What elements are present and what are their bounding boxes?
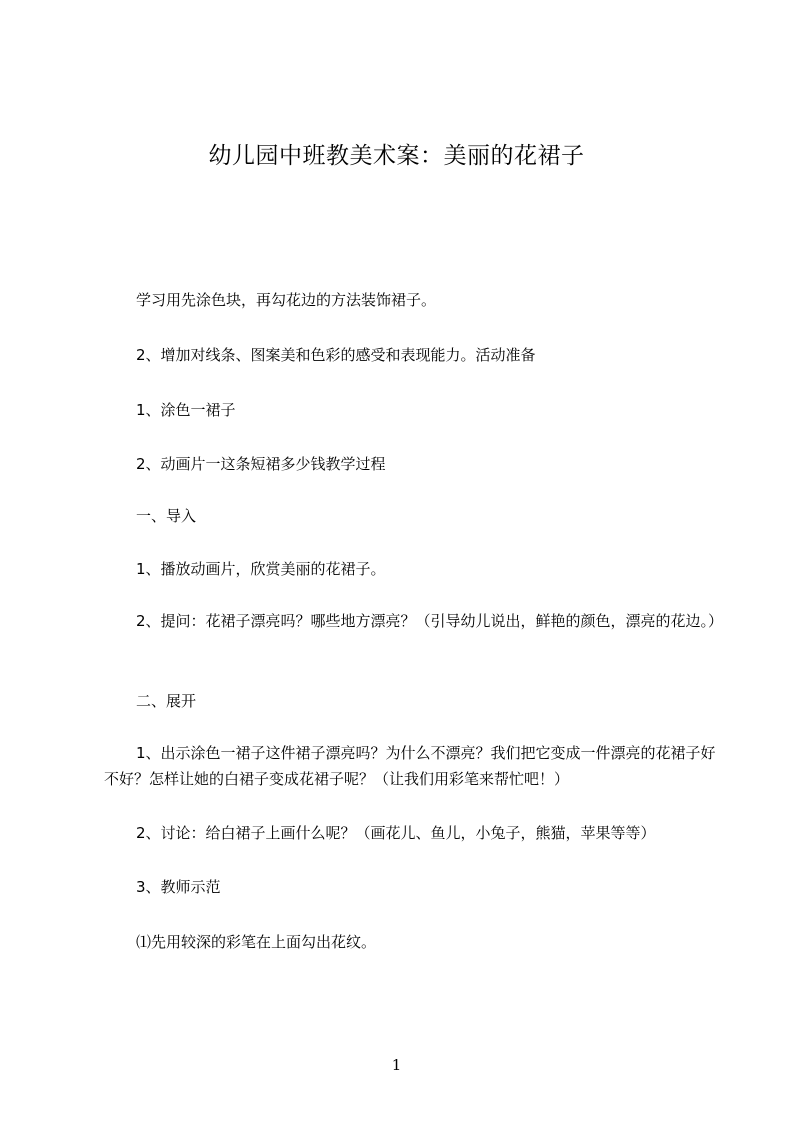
paragraph-develop-1: 1、出示涂色一裙子这件裙子漂亮吗？为什么不漂亮？我们把它变成一件漂亮的花裙子好不好？怎样让她的白裙子变成花裙子呢？（让我们用彩笔来帮忙吧！）: [104, 744, 716, 788]
page-number: 1: [391, 1056, 402, 1074]
paragraph-develop-3-step-1: ⑴先用较深的彩笔在上面勾出花纹。: [136, 933, 377, 951]
paragraph-goal-2: 2、增加对线条、图案美和色彩的感受和表现能力。活动准备: [136, 346, 536, 364]
paragraph-intro-2: 2、提问：花裙子漂亮吗？哪些地方漂亮？（引导幼儿说出，鲜艳的颜色，漂亮的花边。）: [136, 612, 724, 630]
document-title: 幼儿园中班教美术案：美丽的花裙子: [208, 143, 585, 169]
paragraph-develop-2: 2、讨论：给白裙子上画什么呢？（画花儿、鱼儿，小兔子，熊猫，苹果等等）: [136, 824, 656, 842]
paragraph-develop-3: 3、教师示范: [136, 878, 221, 896]
section-heading-intro: 一、导入: [136, 507, 197, 525]
paragraph-prep-1: 1、涂色一裙子: [136, 401, 236, 419]
paragraph-objective: 学习用先涂色块，再勾花边的方法装饰裙子。: [136, 291, 437, 309]
section-heading-develop: 二、展开: [136, 692, 197, 710]
paragraph-intro-1: 1、播放动画片，欣赏美丽的花裙子。: [136, 560, 386, 578]
paragraph-prep-2: 2、动画片一这条短裙多少钱教学过程: [136, 455, 386, 473]
